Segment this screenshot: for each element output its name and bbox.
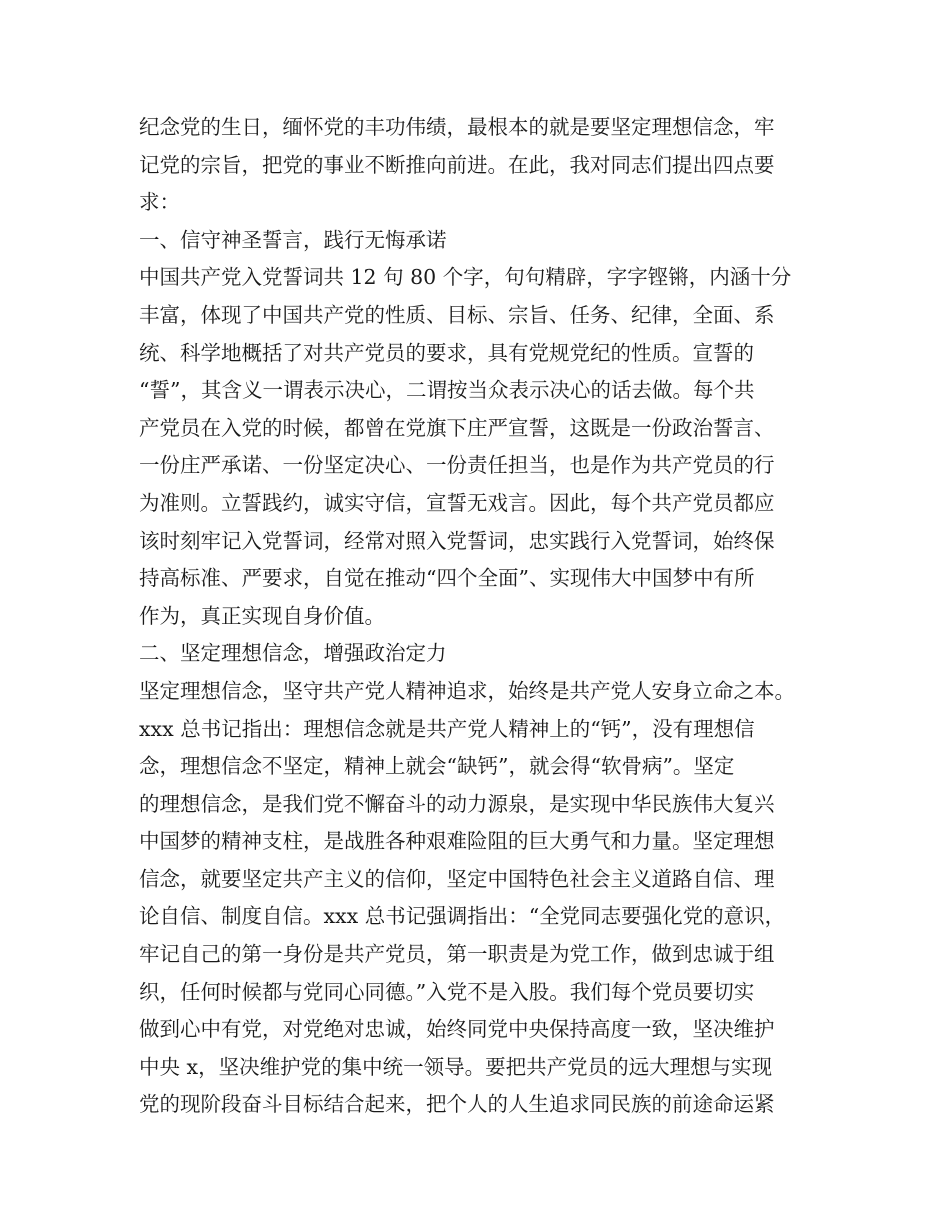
paragraph-line: 中央 x，坚决维护党的集中统一领导。要把共产党员的远大理想与实现 bbox=[139, 1054, 773, 1079]
paragraph-line: xxx 总书记指出：理想信念就是共产党人精神上的“钙”，没有理想信 bbox=[139, 716, 755, 741]
paragraph-line: 丰富，体现了中国共产党的性质、目标、宗旨、任务、纪律，全面、系 bbox=[139, 302, 775, 327]
paragraph-line: 统、科学地概括了对共产党员的要求，具有党规党纪的性质。宣誓的 bbox=[139, 340, 754, 365]
paragraph-line: 信念，就要坚定共产主义的信仰，坚定中国特色社会主义道路自信、理 bbox=[139, 866, 775, 891]
section-heading: 二、坚定理想信念，增强政治定力 bbox=[139, 641, 447, 666]
paragraph-line: 念，理想信念不坚定，精神上就会“缺钙”，就会得“软骨病”。坚定 bbox=[139, 754, 735, 779]
paragraph-line: 产党员在入党的时候，都曾在党旗下庄严宣誓，这既是一份政治誓言、 bbox=[139, 415, 775, 440]
paragraph-line: 持高标准、严要求，自觉在推动“四个全面”、实现伟大中国梦中有所 bbox=[139, 566, 755, 591]
paragraph-line: 党的现阶段奋斗目标结合起来，把个人的人生追求同民族的前途命运紧 bbox=[139, 1092, 775, 1117]
paragraph-line: 纪念党的生日，缅怀党的丰功伟绩，最根本的就是要坚定理想信念，牢 bbox=[139, 115, 775, 139]
paragraph-line: 的理想信念，是我们党不懈奋斗的动力源泉，是实现中华民族伟大复兴 bbox=[139, 791, 775, 816]
paragraph-line: 牢记自己的第一身份是共产党员，第一职责是为党工作，做到忠诚于组 bbox=[139, 942, 775, 967]
paragraph-line: 记党的宗旨，把党的事业不断推向前进。在此，我对同志们提出四点要 bbox=[139, 152, 775, 177]
paragraph-line: 该时刻牢记入党誓词，经常对照入党誓词，忠实践行入党誓词，始终保 bbox=[139, 528, 775, 553]
paragraph-line: 织，任何时候都与党同心同德。”入党不是入股。我们每个党员要切实 bbox=[139, 979, 755, 1004]
paragraph-line: 一份庄严承诺、一份坚定决心、一份责任担当，也是作为共产党员的行 bbox=[139, 453, 775, 478]
paragraph-line: 中国梦的精神支柱，是战胜各种艰难险阻的巨大勇气和力量。坚定理想 bbox=[139, 829, 775, 854]
paragraph-line: 求： bbox=[139, 190, 180, 215]
paragraph-line: 中国共产党入党誓词共 12 句 80 个字，句句精辟，字字铿锵，内涵十分 bbox=[139, 265, 792, 290]
document-body bbox=[139, 109, 819, 1124]
paragraph-line: 坚定理想信念，坚守共产党人精神追求，始终是共产党人安身立命之本。 bbox=[139, 678, 795, 703]
section-heading: 一、信守神圣誓言，践行无悔承诺 bbox=[139, 227, 447, 252]
paragraph-line: 做到心中有党，对党绝对忠诚，始终同党中央保持高度一致，坚决维护 bbox=[139, 1017, 775, 1042]
paragraph-line: 作为，真正实现自身价值。 bbox=[139, 603, 385, 628]
paragraph-line: 为准则。立誓践约，诚实守信，宣誓无戏言。因此，每个共产党员都应 bbox=[139, 490, 775, 515]
paragraph-line: “誓”，其含义一谓表示决心，二谓按当众表示决心的话去做。每个共 bbox=[139, 378, 755, 403]
paragraph-line: 论自信、制度自信。xxx 总书记强调指出：“全党同志要强化党的意识， bbox=[139, 904, 786, 929]
